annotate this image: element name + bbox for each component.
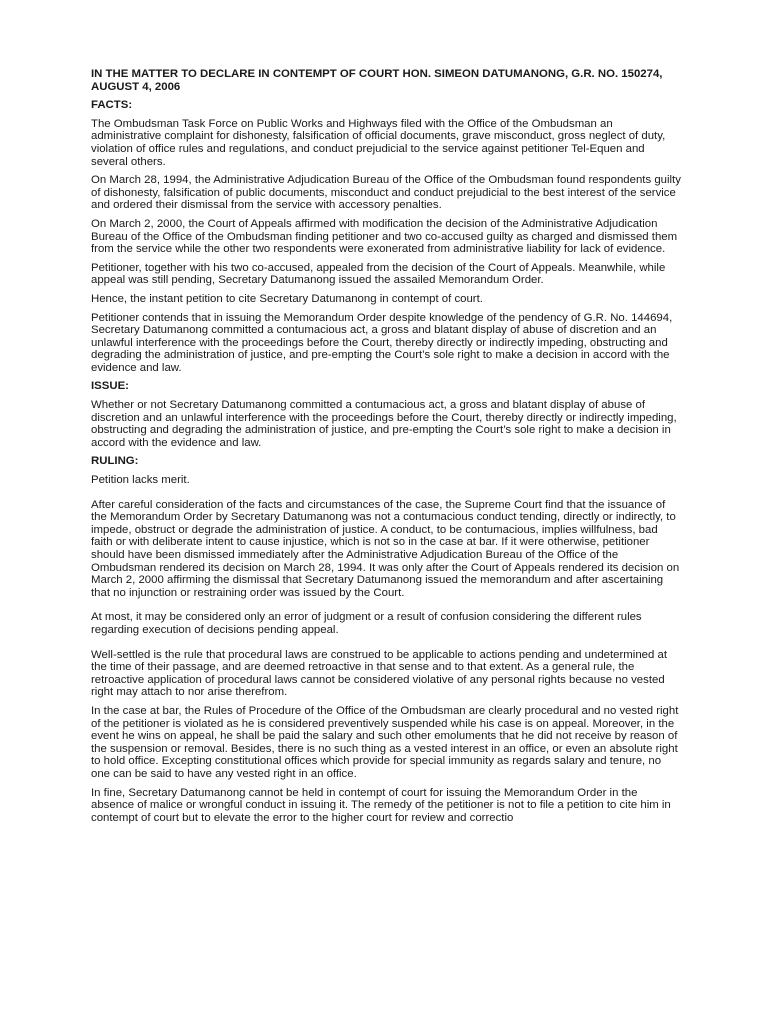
document-title: IN THE MATTER TO DECLARE IN CONTEMPT OF COURT HON. SIMEON DATUMANONG, G.R. NO. 150274, AUGUST 4, 2006 [91, 68, 663, 93]
facts-heading: FACTS: [91, 99, 133, 112]
facts-paragraph-1: The Ombudsman Task Force on Public Works and Highways filed with the Office of the Ombudsman an administrative complaint for dishonesty, falsification of official documents, grave misconduct, gross neglect of duty, violation of office rules and regulations, and conduct prejudicial to the service against petitioner Tel-Equen and several others. [91, 117, 666, 168]
ruling-paragraph-5: In the case at bar, the Rules of Procedure of the Office of the Ombudsman are clearly procedural and no vested right of the petitioner is violated as he is considered preventively suspended while his case is on appeal. Moreover, in the event he wins on appeal, he shall be paid the salary and such other emoluments that he did not receive by reason of the suspension or removal. Besides, there is no such thing as a vested interest in an office, or even an absolute right to hold office. Excepting constitutional offices which provide for special immunity as regards salary and tenure, no one can be said to have any vested right in an office. [91, 704, 679, 780]
document-page [91, 68, 681, 830]
ruling-paragraph-1: Petition lacks merit. [91, 474, 190, 487]
facts-paragraph-5: Hence, the instant petition to cite Secretary Datumanong in contempt of court. [91, 292, 483, 305]
issue-paragraph: Whether or not Secretary Datumanong committed a contumacious act, a gross and blatant display of abuse of discretion and an unlawful interference with the proceedings before the Court, thereby directly or indirectly impeding, obstructing and degrading the administration of justice, and pre-empting the Court’s sole right to make a decision in accord with the evidence and law. [91, 399, 677, 449]
ruling-paragraph-3: At most, it may be considered only an error of judgment or a result of confusion considering the different rules regarding execution of decisions pending appeal. [91, 611, 642, 636]
ruling-paragraph-4: Well-settled is the rule that procedural laws are construed to be applicable to actions pending and undetermined at the time of their passage, and are deemed retroactive in that sense and to that extent. As a general rule, the retroactive application of procedural laws cannot be considered violative of any personal rights because no vested right may attach to nor arise therefrom. [91, 648, 668, 699]
ruling-paragraph-6: In fine, Secretary Datumanong cannot be held in contempt of court for issuing the Memorandum Order in the absence of malice or wrongful conduct in issuing it. The remedy of the petitioner is not to file a petition to cite him in contempt of court but to elevate the error to the higher court for review and correctio [91, 786, 671, 824]
issue-heading: ISSUE: [91, 380, 129, 393]
ruling-paragraph-2: After careful consideration of the facts and circumstances of the case, the Supreme Court find that the issuance of the Memorandum Order by Secretary Datumanong was not a contumacious conduct tending, directly or indirectly, to impede, obstruct or degrade the administration of justice. A conduct, to be contumacious, implies willfulness, bad faith or with deliberate intent to cause injustice, which is not so in the case at bar. If it were otherwise, petitioner should have been dismissed immediately after the Administrative Adjudication Bureau of the Office of the Ombudsman rendered its decision on March 28, 1994. It was only after the Court of Appeals rendered its decision on March 2, 2000 affirming the dismissal that Secretary Datumanong issued the memorandum and after ascertaining that no injunction or restraining order was issued by the Court. [91, 498, 680, 599]
facts-paragraph-6: Petitioner contends that in issuing the Memorandum Order despite knowledge of the pendency of G.R. No. 144694, Secretary Datumanong committed a contumacious act, a gross and blatant display of abuse of discretion and an unlawful interference with the proceedings before the Court, thereby directly or indirectly impeding, obstructing and degrading the administration of justice, and pre-empting the Court’s sole right to make a decision in accord with the evidence and law. [91, 311, 673, 374]
facts-paragraph-2: On March 28, 1994, the Administrative Adjudication Bureau of the Office of the Ombudsman found respondents guilty of dishonesty, falsification of public documents, misconduct and conduct prejudicial to the best interest of the service and ordered their dismissal from the service with accessory penalties. [91, 174, 681, 212]
facts-paragraph-3: On March 2, 2000, the Court of Appeals affirmed with modification the decision of the Administrative Adjudication Bureau of the Office of the Ombudsman finding petitioner and two co-accused guilty as charged and dismissed them from the service while the other two respondents were exonerated from administrative liability for lack of evidence. [91, 217, 678, 256]
facts-paragraph-4: Petitioner, together with his two co-accused, appealed from the decision of the Court of Appeals. Meanwhile, while appeal was still pending, Secretary Datumanong issued the assailed Memorandum Order. [91, 261, 666, 287]
ruling-heading: RULING: [91, 455, 139, 468]
